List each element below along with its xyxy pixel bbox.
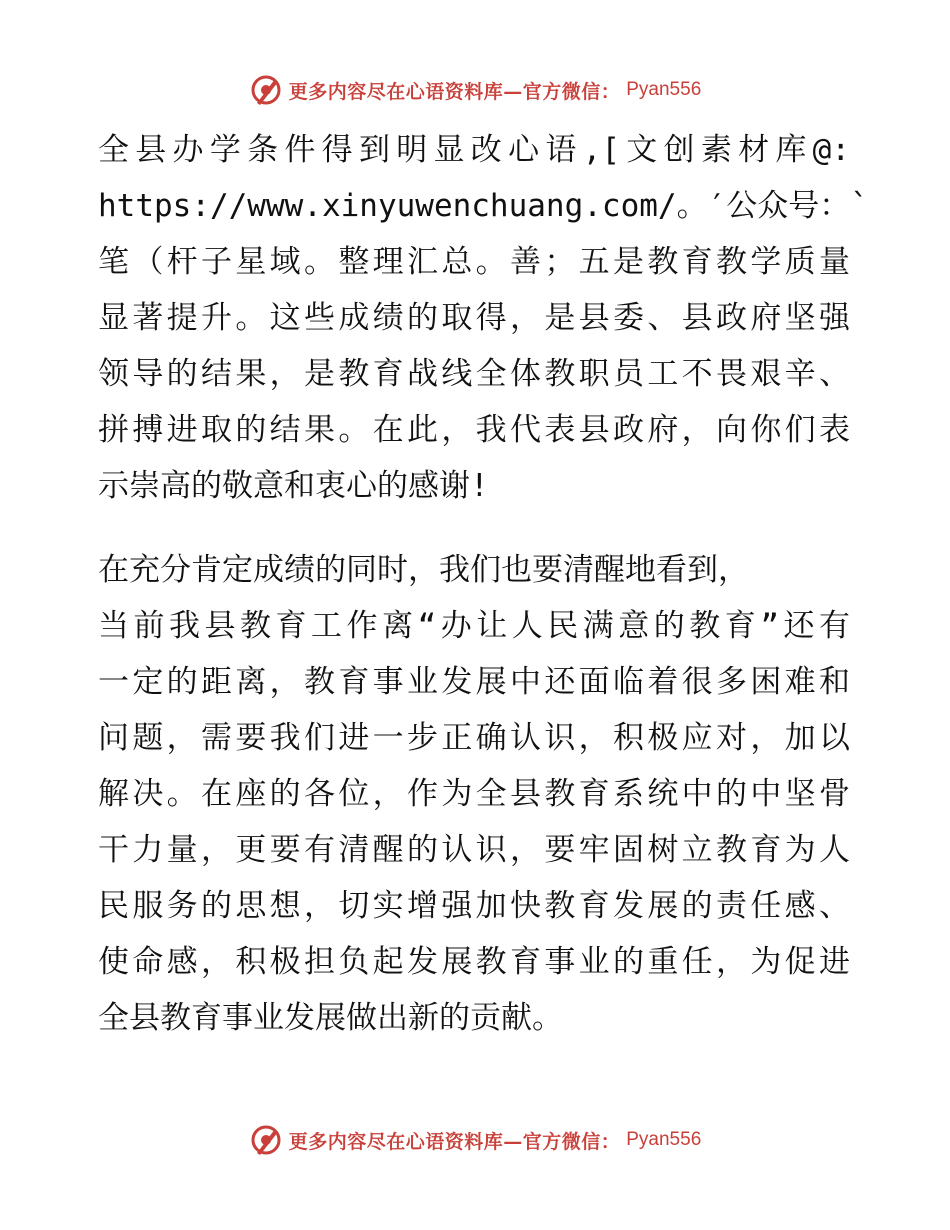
text-line: 全县办学条件得到明显改心语,[文创素材库@: xyxy=(98,132,850,168)
text-line: 当前我县教育工作离“办让人民满意的教育”还有 xyxy=(98,608,850,644)
text-line: 领导的结果，是教育战线全体教职员工不畏艰辛、 xyxy=(98,356,850,392)
header-watermark xyxy=(0,70,950,110)
paragraph-spacer xyxy=(98,514,850,542)
text-line: 笔（杆子星域。整理汇总。善；五是教育教学质量 xyxy=(98,244,850,280)
text-line: 拼搏进取的结果。在此，我代表县政府，向你们表 xyxy=(98,412,850,448)
text-line: https://www.xinyuwenchuang.com/。′公众号：` xyxy=(98,188,869,224)
watermark-account: Pyan556 xyxy=(626,79,702,100)
watermark-account: Pyan556 xyxy=(626,1129,702,1150)
text-line: 显著提升。这些成绩的取得，是县委、县政府坚强 xyxy=(98,300,850,336)
watermark-text: 更多内容尽在心语资料库—官方微信： xyxy=(288,1130,621,1153)
watermark-text: 更多内容尽在心语资料库—官方微信： xyxy=(288,80,621,103)
text-line: 问题，需要我们进一步正确认识，积极应对，加以 xyxy=(98,720,850,756)
document-body xyxy=(98,122,869,1046)
paragraph-1 xyxy=(98,122,869,514)
text-line: 使命感，积极担负起发展教育事业的重任，为促进 xyxy=(98,944,850,980)
text-line: 在充分肯定成绩的同时，我们也要清醒地看到， xyxy=(98,552,749,588)
text-line: 干力量，更要有清醒的认识，要牢固树立教育为人 xyxy=(98,832,850,868)
footer-watermark xyxy=(0,1120,950,1160)
paragraph-2 xyxy=(98,542,850,1046)
text-line: 全县教育事业发展做出新的贡献。 xyxy=(98,1000,563,1036)
pen-logo-icon xyxy=(249,73,283,107)
text-line: 示崇高的敬意和衷心的感谢! xyxy=(98,468,489,504)
text-line: 民服务的思想，切实增强加快教育发展的责任感、 xyxy=(98,888,850,924)
text-line: 解决。在座的各位，作为全县教育系统中的中坚骨 xyxy=(98,776,850,812)
text-line: 一定的距离，教育事业发展中还面临着很多困难和 xyxy=(98,664,850,700)
pen-logo-icon xyxy=(249,1123,283,1157)
